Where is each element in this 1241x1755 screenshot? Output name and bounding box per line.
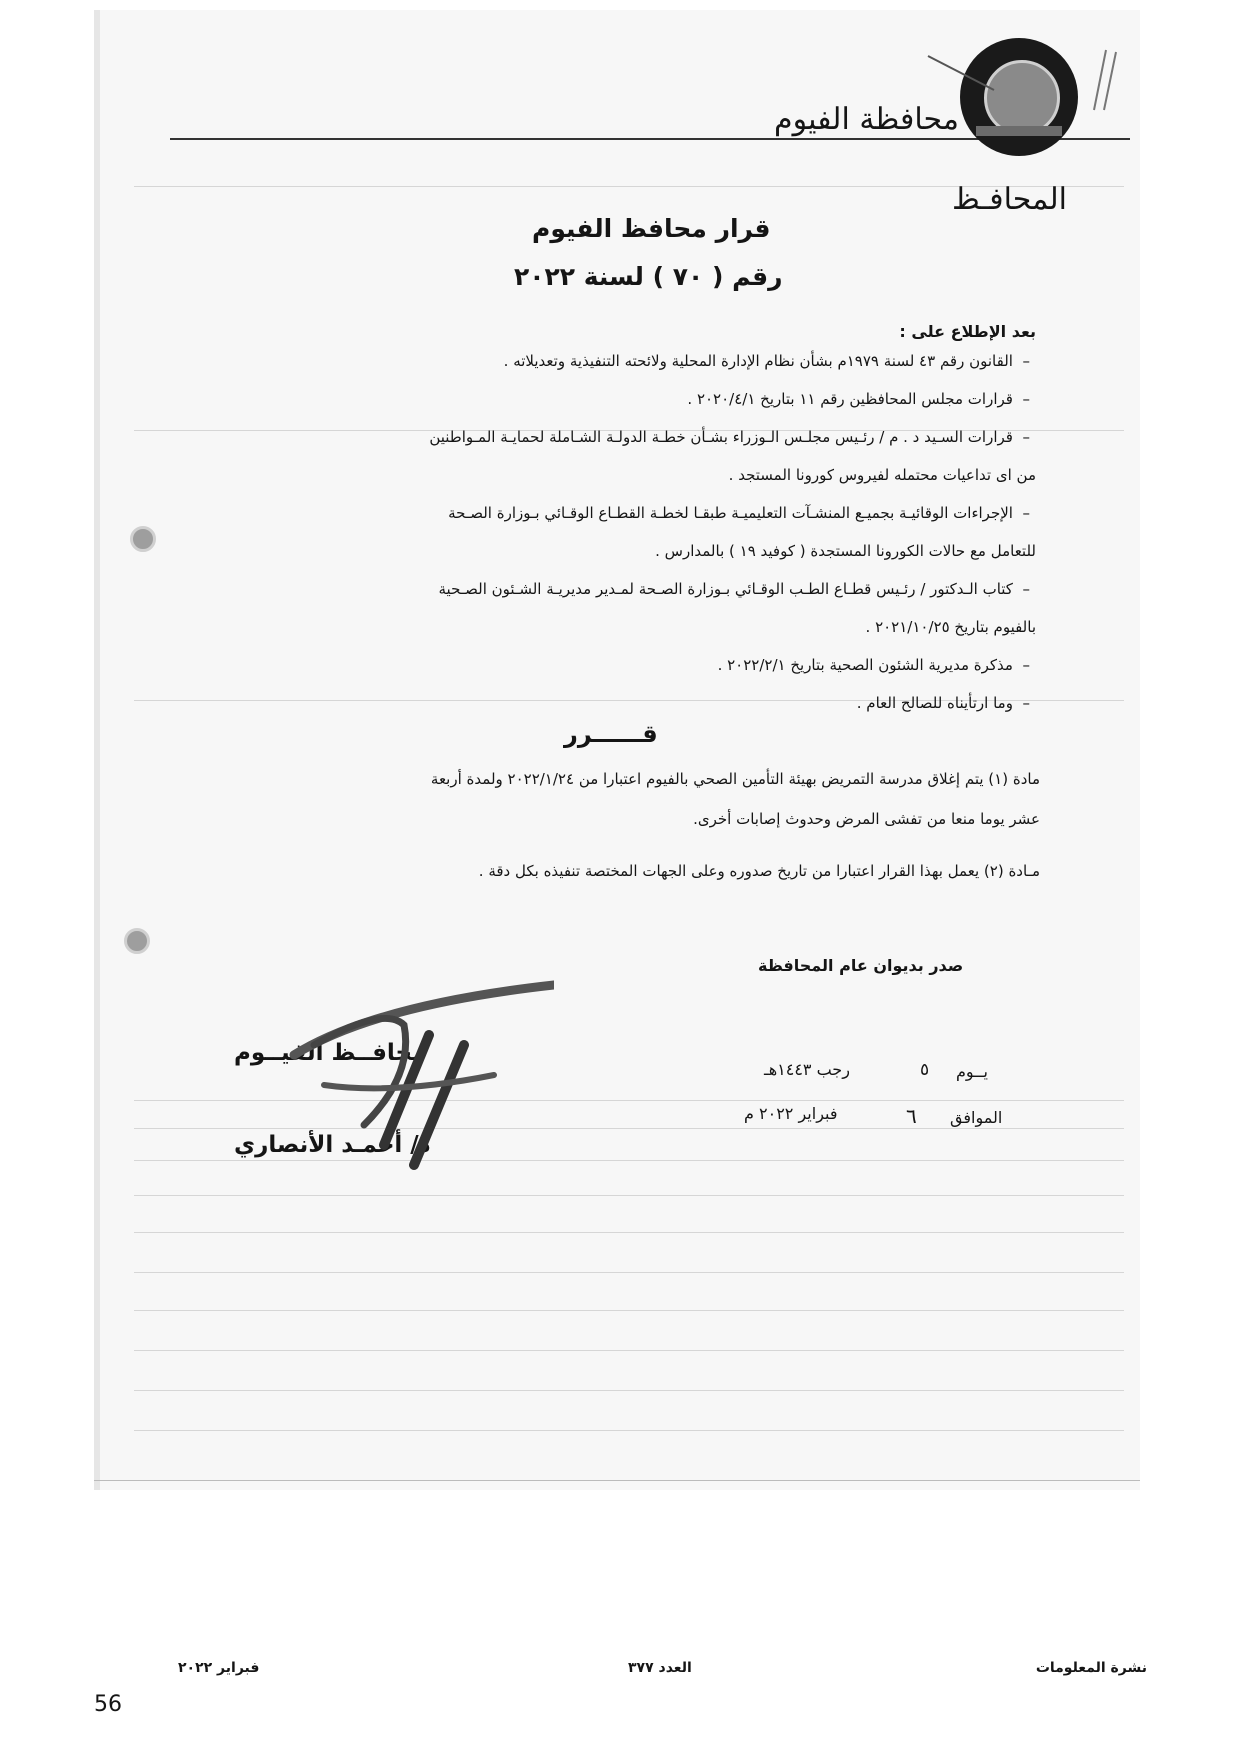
dash: – xyxy=(1012,390,1030,408)
dash: – xyxy=(1012,656,1030,674)
gregorian-month: فبراير ٢٠٢٢ م xyxy=(744,1104,838,1123)
preamble-item xyxy=(857,694,1030,712)
decree-number: رقم ( ٧٠ ) لسنة ٢٠٢٢ xyxy=(514,262,783,291)
punch-hole xyxy=(124,928,150,954)
preamble-intro: بعد الإطلاع على : xyxy=(899,322,1036,341)
preamble-item xyxy=(429,428,1030,446)
signatory-title: محافــظ الفيــوم xyxy=(234,1040,427,1066)
governorate-name: محافظة الفيوم xyxy=(774,102,959,137)
faint-line xyxy=(134,1272,1124,1273)
dash: – xyxy=(1012,504,1030,522)
preamble-item-continuation: بالفيوم بتاريخ ٢٠٢١/١٠/٢٥ . xyxy=(865,618,1036,636)
preamble-item-text: قرارات السـيد د . م / رئـيس مجلـس الـوزراء بشـأن خطـة الدولـة الشـاملة لحمايـة المـواطنين xyxy=(429,428,1013,446)
preamble-item xyxy=(448,504,1030,522)
footer-month: فبراير ٢٠٢٢ xyxy=(178,1660,260,1676)
preamble-item-continuation: للتعامل مع حالات الكورونا المستجدة ( كوفيد ١٩ ) بالمدارس . xyxy=(655,542,1036,560)
footer-issue: العدد ٣٧٧ xyxy=(628,1660,692,1676)
footer-publication: نشرة المعلومات xyxy=(1035,1660,1147,1676)
hijri-month: رجب ١٤٤٣هـ xyxy=(764,1060,850,1079)
handwritten-signature xyxy=(254,965,554,1195)
preamble-item-text: القانون رقم ٤٣ لسنة ١٩٧٩م بشأن نظام الإدارة المحلية ولائحته التنفيذية وتعديلاته . xyxy=(503,352,1013,370)
preamble-item xyxy=(687,390,1030,408)
faint-line xyxy=(134,1195,1124,1196)
scribble-mark xyxy=(1086,40,1126,120)
decree-title: قرار محافظ الفيوم xyxy=(532,214,771,243)
preamble-item-text: كتاب الـدكتور / رئـيس قطـاع الطـب الوقـائي بـوزارة الصـحة لمـدير مديريـة الشـئون الصـحية xyxy=(438,580,1013,598)
preamble-item-text: قرارات مجلس المحافظين رقم ١١ بتاريخ ٢٠٢٠/٤/١ . xyxy=(687,390,1013,408)
article-2: مـادة (٢) يعمل بهذا القرار اعتبارا من تاريخ صدوره وعلى الجهات المختصة تنفيذه بكل دقة . xyxy=(478,862,1040,880)
preamble-item xyxy=(504,352,1030,370)
dash: – xyxy=(1012,428,1030,446)
seal-banner xyxy=(976,126,1062,136)
faint-line xyxy=(134,1232,1124,1233)
preamble-item xyxy=(718,656,1030,674)
dash: – xyxy=(1012,694,1030,712)
faint-line xyxy=(134,1430,1124,1431)
dash: – xyxy=(1012,580,1030,598)
punch-hole xyxy=(130,526,156,552)
preamble-item-text: مذكرة مديرية الشئون الصحية بتاريخ ٢٠٢٢/٢/١ . xyxy=(717,656,1013,674)
decided-heading: قــــــرر xyxy=(564,720,658,748)
issued-line: صدر بديوان عام المحافظة xyxy=(758,956,964,975)
pen-mark xyxy=(924,50,1004,100)
faint-line xyxy=(134,1350,1124,1351)
page-number: 56 xyxy=(94,1692,122,1717)
faint-line xyxy=(134,1310,1124,1311)
day-gregorian: ٦ xyxy=(906,1104,917,1128)
scan-edge xyxy=(94,10,100,1490)
article-1-continuation: عشر يوما منعا من تفشى المرض وحدوث إصابات أخرى. xyxy=(693,810,1040,828)
faint-line xyxy=(94,1480,1140,1481)
corresponding-label: الموافق xyxy=(950,1108,1003,1127)
day-hijri: ٥ xyxy=(920,1060,930,1080)
signatory-name: د/ أحمـد الأنصاري xyxy=(234,1132,431,1158)
office-title: المحافـظ xyxy=(952,182,1067,217)
faint-line xyxy=(134,1390,1124,1391)
scanned-document xyxy=(94,10,1140,1490)
preamble-item xyxy=(439,580,1031,598)
dash: – xyxy=(1012,352,1030,370)
article-1: مادة (١) يتم إغلاق مدرسة التمريض بهيئة التأمين الصحي بالفيوم اعتبارا من ٢٠٢٢/١/٢٤ ولمدة أربعة xyxy=(430,770,1040,788)
preamble-item-continuation: من اى تداعيات محتمله لفيروس كورونا المستجد . xyxy=(728,466,1036,484)
preamble-item-text: الإجراءات الوقائيـة بجميـع المنشـآت التعليميـة طبقـا لخطـة القطـاع الوقـائي بـوزارة الصـحة xyxy=(448,504,1013,522)
day-label: يــوم xyxy=(956,1062,988,1081)
preamble-item-text: وما ارتأيناه للصالح العام . xyxy=(856,694,1013,712)
